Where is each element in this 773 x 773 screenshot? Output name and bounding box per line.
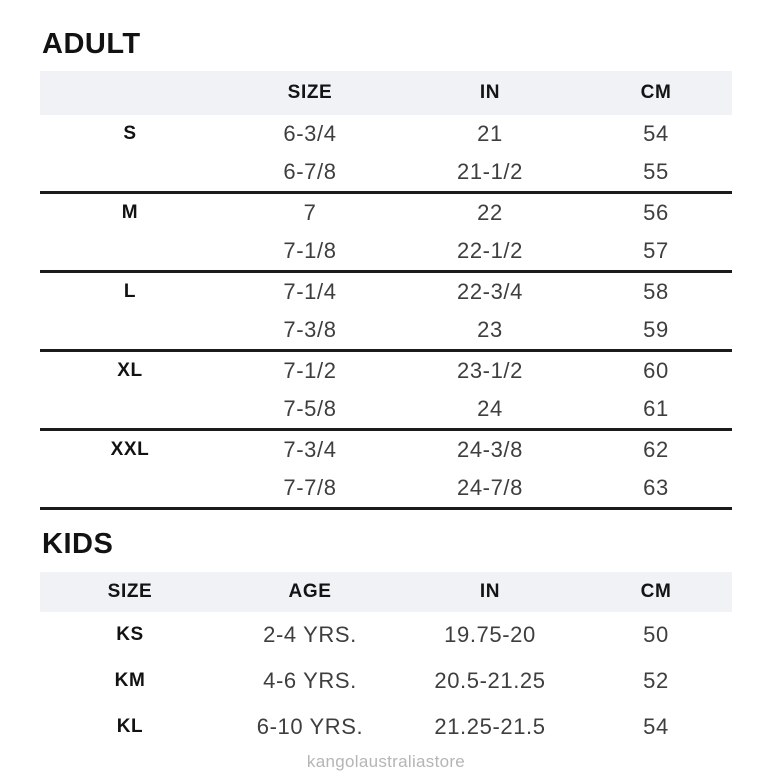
cell-age: 4-6 YRS. bbox=[263, 668, 357, 693]
cell-in: 21-1/2 bbox=[400, 153, 580, 193]
cell-size: 6-3/4 bbox=[283, 121, 337, 146]
cell-cm: 58 bbox=[643, 279, 669, 304]
cell-size: 7-3/4 bbox=[283, 437, 337, 462]
size-label: XL bbox=[117, 360, 143, 381]
table-row bbox=[40, 658, 732, 704]
cell-cm: 50 bbox=[643, 622, 669, 647]
cell-in: 24-7/8 bbox=[400, 469, 580, 509]
cell-in: 22-3/4 bbox=[457, 279, 523, 304]
table-row bbox=[40, 311, 732, 351]
cell-size: 7-1/2 bbox=[283, 358, 337, 383]
cell-in: 21 bbox=[477, 121, 503, 146]
cell-size: 7-3/8 bbox=[220, 311, 400, 351]
cell-cm: 54 bbox=[643, 121, 669, 146]
cell-cm: 59 bbox=[580, 311, 732, 351]
cell-in: 19.75-20 bbox=[444, 622, 536, 647]
store-watermark: kangolaustraliastore bbox=[306, 752, 466, 771]
cell-cm: 56 bbox=[643, 200, 669, 225]
table-row bbox=[40, 612, 732, 658]
cell-cm: 54 bbox=[643, 714, 669, 739]
cell-age: 6-10 YRS. bbox=[256, 714, 364, 739]
size-label-empty bbox=[40, 390, 220, 430]
table-row bbox=[40, 351, 732, 391]
adult-size-table bbox=[40, 71, 732, 510]
cell-cm: 57 bbox=[580, 232, 732, 272]
kids-header-age: AGE bbox=[220, 572, 400, 612]
size-label-empty bbox=[40, 153, 220, 193]
adult-header-in: IN bbox=[400, 71, 580, 115]
kids-header-size: SIZE bbox=[40, 572, 220, 612]
kids-size-table bbox=[40, 572, 732, 750]
size-label: XXL bbox=[110, 439, 150, 460]
cell-in: 23-1/2 bbox=[457, 358, 523, 383]
adult-header-blank bbox=[40, 71, 220, 115]
cell-cm: 63 bbox=[580, 469, 732, 509]
adult-header-cm: CM bbox=[580, 71, 732, 115]
cell-size: 7-5/8 bbox=[220, 390, 400, 430]
cell-in: 24 bbox=[400, 390, 580, 430]
cell-in: 21.25-21.5 bbox=[434, 714, 546, 739]
size-label: KS bbox=[116, 624, 144, 645]
cell-size: 7-7/8 bbox=[220, 469, 400, 509]
cell-in: 24-3/8 bbox=[457, 437, 523, 462]
table-row bbox=[40, 272, 732, 312]
adult-section-title: ADULT bbox=[42, 28, 141, 60]
cell-in: 22-1/2 bbox=[400, 232, 580, 272]
kids-section-title: KIDS bbox=[42, 528, 114, 560]
size-label-empty bbox=[40, 469, 220, 509]
size-label: L bbox=[123, 281, 137, 302]
adult-header-size: SIZE bbox=[220, 71, 400, 115]
cell-size: 7-1/4 bbox=[283, 279, 337, 304]
size-label: KM bbox=[114, 670, 146, 691]
cell-cm: 62 bbox=[643, 437, 669, 462]
cell-cm: 52 bbox=[643, 668, 669, 693]
cell-size: 7 bbox=[303, 200, 317, 225]
table-row bbox=[40, 390, 732, 430]
cell-size: 6-7/8 bbox=[220, 153, 400, 193]
table-row bbox=[40, 704, 732, 750]
kids-header-cm: CM bbox=[580, 572, 732, 612]
size-label: M bbox=[121, 202, 139, 223]
cell-cm: 61 bbox=[580, 390, 732, 430]
table-row bbox=[40, 153, 732, 193]
cell-cm: 55 bbox=[580, 153, 732, 193]
kids-header-in: IN bbox=[400, 572, 580, 612]
size-label: S bbox=[123, 123, 137, 144]
cell-age: 2-4 YRS. bbox=[263, 622, 357, 647]
cell-in: 20.5-21.25 bbox=[434, 668, 546, 693]
cell-cm: 60 bbox=[643, 358, 669, 383]
size-label-empty bbox=[40, 232, 220, 272]
adult-header-row bbox=[40, 71, 732, 115]
table-row bbox=[40, 469, 732, 509]
cell-in: 23 bbox=[400, 311, 580, 351]
cell-in: 22 bbox=[477, 200, 503, 225]
size-label-empty bbox=[40, 311, 220, 351]
table-row bbox=[40, 232, 732, 272]
table-row bbox=[40, 430, 732, 470]
kids-header-row bbox=[40, 572, 732, 612]
size-label: KL bbox=[116, 716, 144, 737]
cell-size: 7-1/8 bbox=[220, 232, 400, 272]
table-row bbox=[40, 193, 732, 233]
table-row bbox=[40, 115, 732, 153]
